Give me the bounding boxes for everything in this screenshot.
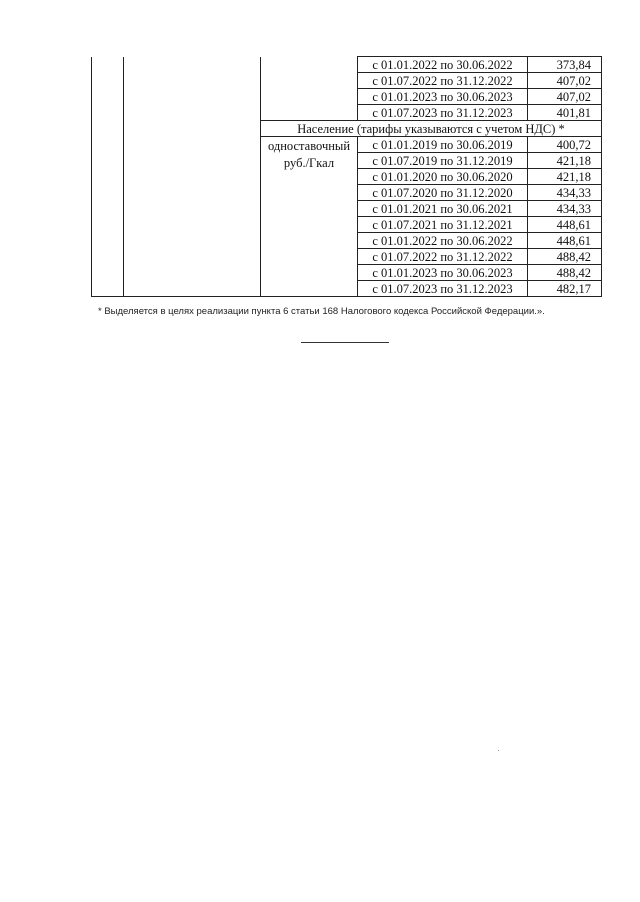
period-cell: с 01.07.2019 по 31.12.2019 [358,153,528,169]
empty-column-2 [124,57,261,297]
tariff-value-cell: 482,17 [528,281,602,297]
period-cell: с 01.07.2022 по 31.12.2022 [358,249,528,265]
tariff-value-cell: 401,81 [528,105,602,121]
period-cell: с 01.07.2023 по 31.12.2023 [358,105,528,121]
unit-type-label: одноставочный [267,139,351,153]
tariff-value-cell: 373,84 [528,57,602,73]
unit-label: руб./Гкал [283,156,335,170]
unit-cell [261,137,358,297]
tariff-value-cell: 421,18 [528,169,602,185]
scan-speck [498,750,499,751]
period-cell: с 01.07.2020 по 31.12.2020 [358,185,528,201]
period-cell: с 01.01.2022 по 30.06.2022 [358,57,528,73]
end-of-document-line [301,342,389,343]
tariff-value-cell: 448,61 [528,217,602,233]
tariff-value-cell: 488,42 [528,265,602,281]
period-cell: с 01.01.2020 по 30.06.2020 [358,169,528,185]
empty-column-1 [92,57,124,297]
empty-column-3 [261,57,358,121]
tariff-value-cell: 407,02 [528,89,602,105]
table-row [92,57,602,73]
period-cell: с 01.01.2019 по 30.06.2019 [358,137,528,153]
tariff-value-cell: 407,02 [528,73,602,89]
tariff-value-cell: 421,18 [528,153,602,169]
period-cell: с 01.07.2023 по 31.12.2023 [358,281,528,297]
period-cell: с 01.07.2022 по 31.12.2022 [358,73,528,89]
period-cell: с 01.01.2023 по 30.06.2023 [358,265,528,281]
section-header-population: Население (тарифы указываются с учетом НДС) * [261,121,602,137]
period-cell: с 01.01.2023 по 30.06.2023 [358,89,528,105]
period-cell: с 01.01.2021 по 30.06.2021 [358,201,528,217]
period-cell: с 01.07.2021 по 31.12.2021 [358,217,528,233]
tariff-value-cell: 434,33 [528,201,602,217]
tariff-value-cell: 400,72 [528,137,602,153]
tariff-value-cell: 434,33 [528,185,602,201]
footnote: * Выделяется в целях реализации пункта 6 статьи 168 Налогового кодекса Российской Федерации.». [98,306,545,317]
tariff-table [91,56,602,297]
tariff-value-cell: 488,42 [528,249,602,265]
period-cell: с 01.01.2022 по 30.06.2022 [358,233,528,249]
tariff-value-cell: 448,61 [528,233,602,249]
